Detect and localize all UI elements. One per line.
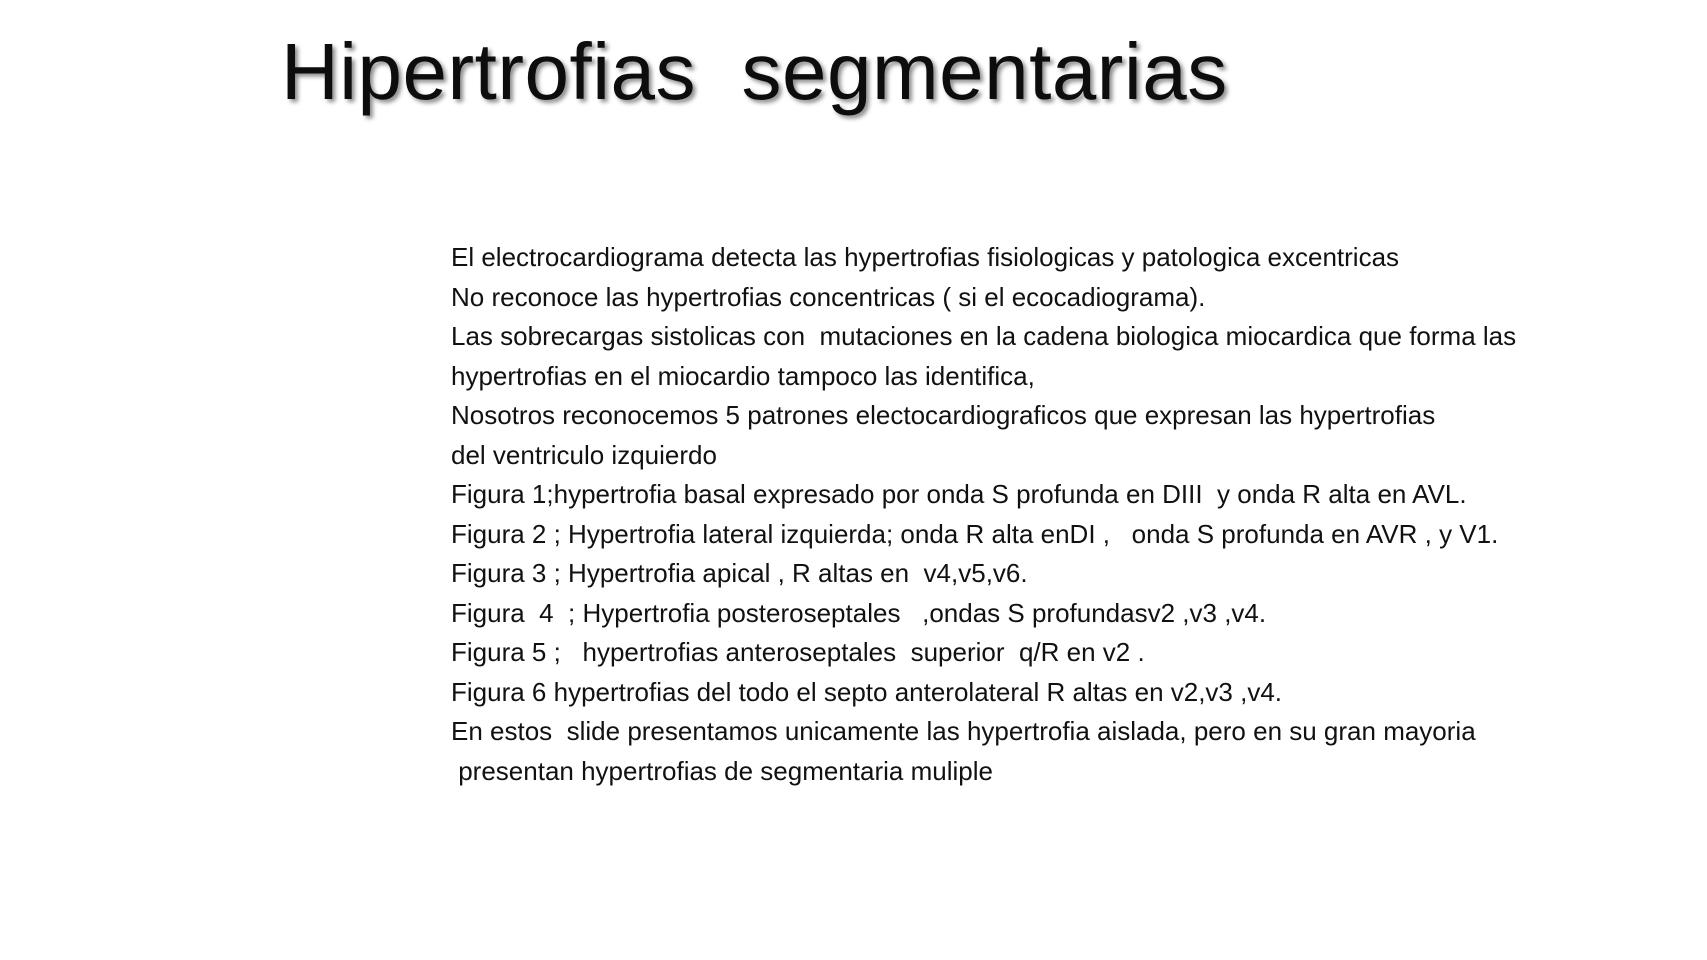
body-line: No reconoce las hypertrofias concentricas ( si el ecocadiograma). bbox=[451, 281, 1206, 312]
body-line: Figura 4 ; Hypertrofia posteroseptales ,ondas S profundasv2 ,v3 ,v4. bbox=[451, 597, 1267, 628]
body-line: hypertrofias en el miocardio tampoco las identifica, bbox=[451, 360, 1035, 391]
body-line: Figura 3 ; Hypertrofia apical , R altas en v4,v5,v6. bbox=[451, 558, 1028, 588]
slide-title: Hipertrofias segmentarias bbox=[281, 27, 1228, 116]
body-line: presentan hypertrofias de segmentaria muliple bbox=[451, 755, 993, 786]
body-line: Figura 6 hypertrofias del todo el septo anterolateral R altas en v2,v3 ,v4. bbox=[451, 676, 1283, 707]
body-line: El electrocardiograma detecta las hypertrofias fisiologicas y patologica excentricas bbox=[451, 242, 1400, 272]
body-line: Figura 5 ; hypertrofias anteroseptales superior q/R en v2 . bbox=[451, 637, 1145, 667]
body-line: Nosotros reconocemos 5 patrones electocardiograficos que expresan las hypertrofias bbox=[451, 400, 1436, 430]
body-line: Figura 2 ; Hypertrofia lateral izquierda; onda R alta enDI , onda S profunda en AVR , y V1. bbox=[451, 518, 1499, 549]
body-line: En estos slide presentamos unicamente las hypertrofia aislada, pero en su gran mayoria bbox=[451, 716, 1476, 746]
body-line: Figura 1;hypertrofia basal expresado por onda S profunda en DIII y onda R alta en AVL. bbox=[451, 479, 1467, 509]
slide-body bbox=[451, 238, 1691, 791]
body-line: del ventriculo izquierdo bbox=[451, 439, 717, 470]
body-line: Las sobrecargas sistolicas con mutaciones en la cadena biologica miocardica que forma las bbox=[451, 321, 1517, 351]
